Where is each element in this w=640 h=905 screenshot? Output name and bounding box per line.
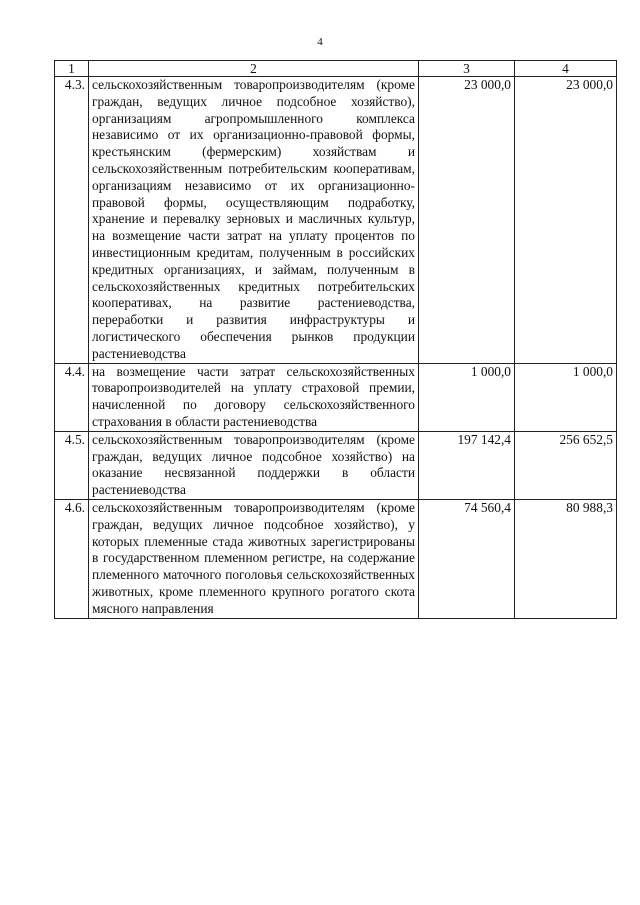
row-value-col3: 23 000,0 [419, 77, 515, 364]
row-number: 4.3. [55, 77, 89, 364]
header-row [55, 61, 617, 77]
row-number: 4.4. [55, 363, 89, 431]
header-col-1: 1 [55, 61, 89, 77]
table-row-4-5 [55, 431, 617, 499]
row-value-col4: 80 988,3 [515, 499, 617, 618]
row-description [89, 499, 419, 618]
table-row-4-3 [55, 77, 617, 364]
row-description-text: на возмещение части затрат сельскохозяйственных товаропроизводителей на уплату страховой премии, начисленной по договору сельскохозяйственного страхования в области растениеводства [92, 363, 415, 429]
row-value-col3: 197 142,4 [419, 431, 515, 499]
header-col-3: 3 [419, 61, 515, 77]
row-description [89, 363, 419, 431]
row-description-text: сельскохозяйственным товаропроизводителям (кроме граждан, ведущих личное подсобное хозяйство), у которых племенные стада животных зарегистрированы в государственном племенном регистре, на содержание племенного маточного поголовья сельскохозяйственных животных, кроме племенного крупного рогатого скота мясного направления [92, 499, 415, 616]
header-col-4: 4 [515, 61, 617, 77]
row-description-text: сельскохозяйственным товаропроизводителям (кроме граждан, ведущих личное подсобное хозяйство), организациям агропромышленного комплекса независимо от их организационно-правовой формы, крестьянским (фермерским) хозяйствам и сельскохозяйственным потребительским кооперативам, организациям независимо от их организационно-правовой формы, осуществляющим подработку, хранение и перевалку зерновых и масличных культур, на возмещение части затрат на уплату процентов по инвестиционным кредитам, полученным в российских кредитных организациях, и займам, полученным в сельскохозяйственных кредитных потребительских кооперативах, на развитие растениеводства, переработки и развития инфраструктуры и логистического обеспечения рынков продукции растениеводства [92, 77, 415, 361]
table-row-4-4 [55, 363, 617, 431]
row-value-col4: 23 000,0 [515, 77, 617, 364]
row-value-col4: 256 652,5 [515, 431, 617, 499]
header-col-2: 2 [89, 61, 419, 77]
table-row-4-6 [55, 499, 617, 618]
row-number: 4.5. [55, 431, 89, 499]
row-value-col3: 74 560,4 [419, 499, 515, 618]
row-value-col3: 1 000,0 [419, 363, 515, 431]
page-number: 4 [317, 36, 323, 48]
row-value-col4: 1 000,0 [515, 363, 617, 431]
budget-table [54, 60, 617, 619]
row-description-text: сельскохозяйственным товаропроизводителям (кроме граждан, ведущих личное подсобное хозяйство) на оказание несвязанной поддержки в области растениеводства [92, 431, 415, 498]
row-description [89, 431, 419, 499]
row-description [89, 77, 419, 364]
row-number: 4.6. [55, 499, 89, 618]
